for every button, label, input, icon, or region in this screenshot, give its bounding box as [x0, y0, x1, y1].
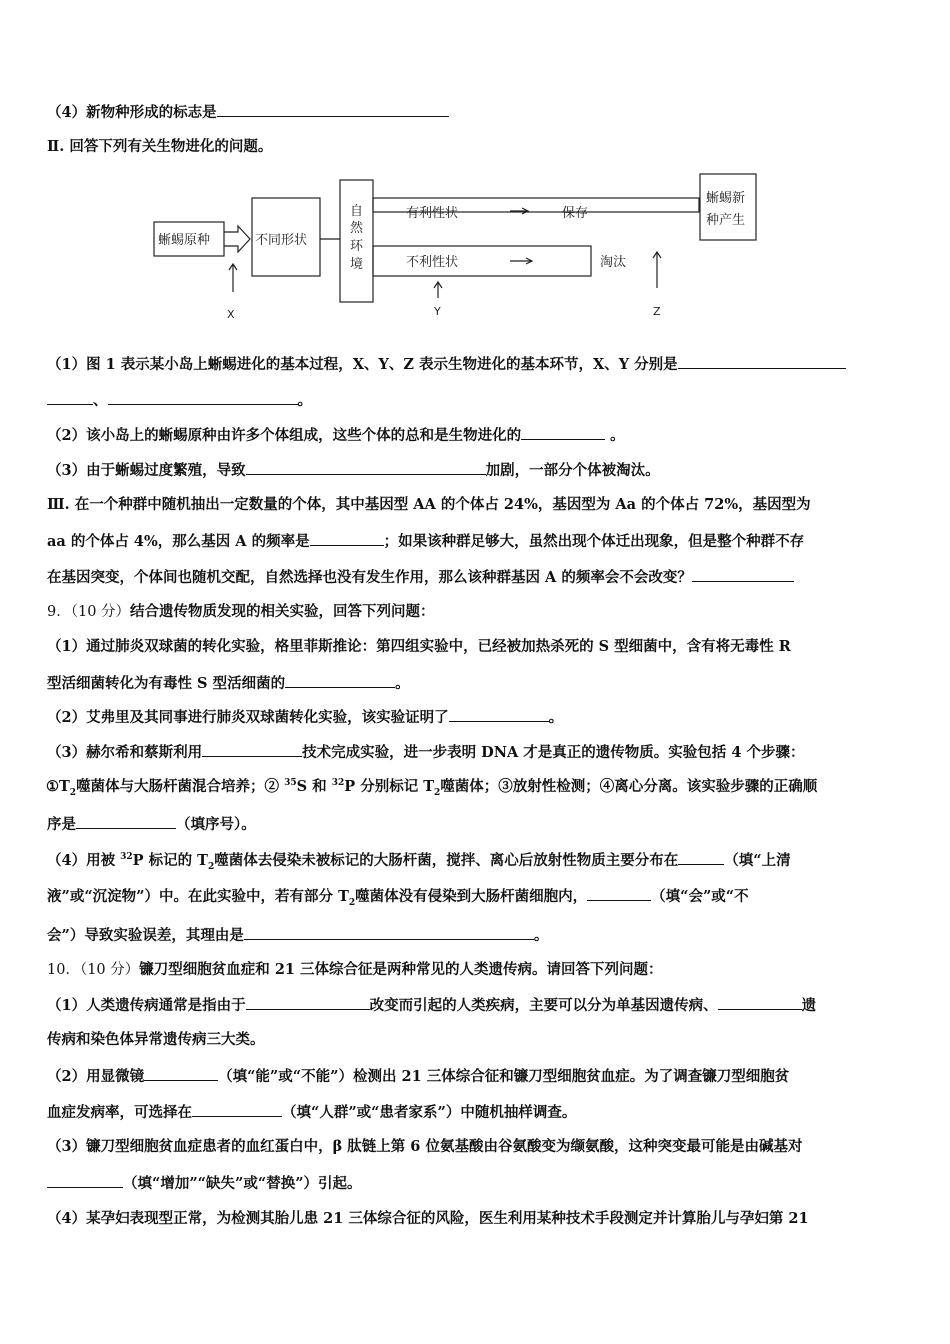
question-line — [47, 102, 449, 123]
answer-blank[interactable] — [217, 102, 449, 117]
new-species-label: 种产生 — [706, 213, 746, 228]
answer-blank[interactable] — [246, 995, 370, 1010]
question-line — [47, 1102, 576, 1123]
question-line — [47, 742, 804, 763]
question-number: 10．（10 分） — [47, 962, 140, 978]
question-text: （2）用显微镜 — [47, 1068, 145, 1085]
question-line — [47, 960, 663, 980]
question-line — [47, 602, 435, 622]
question-line — [47, 925, 548, 946]
question-line — [47, 390, 312, 411]
question-line: （1）通过肺炎双球菌的转化实验，格里菲斯推论：第四组实验中，已经被加热杀死的 S 型细菌中，含有将无毒性 R — [47, 638, 791, 655]
superscript: 32 — [331, 778, 345, 789]
answer-blank[interactable] — [202, 742, 302, 757]
punct: 。 — [297, 392, 312, 409]
answer-blank[interactable] — [144, 1066, 218, 1081]
superscript: 35 — [284, 778, 297, 789]
question-line: Ⅲ. 在一个种群中随机抽出一定数量的个体，其中基因型 AA 的个体占 24%，基因型为 Aa 的个体占 72%，基因型为 — [47, 496, 811, 513]
text: 噬菌体没有侵染到大肠杆菌细胞内， — [355, 888, 588, 905]
question-text: （2）该小岛上的蜥蜴原种由许多个体组成，这些个体的总和是生物进化的 — [47, 427, 522, 444]
traits-label: 不同形状 — [255, 233, 308, 248]
question-stem: 结合遗传物质发现的相关实验，回答下列问题： — [130, 603, 435, 620]
punct: 。 — [533, 927, 549, 944]
answer-blank[interactable] — [678, 850, 724, 865]
text: （4）用被 — [47, 852, 121, 869]
punct: 。 — [610, 427, 625, 444]
question-text: 加剧，一部分个体被淘汰。 — [485, 462, 660, 479]
answer-blank[interactable] — [587, 886, 651, 901]
answer-blank[interactable] — [718, 995, 802, 1010]
question-text: （1）人类遗传病通常是指由于 — [47, 997, 246, 1014]
text: P 标记的 T — [132, 852, 208, 869]
eliminate-label: 淘汰 — [600, 255, 627, 270]
origin-label: 蜥蜴原种 — [158, 233, 211, 248]
new-species-label: 蜥蜴新 — [706, 191, 746, 206]
question-text: （填“增加”“缺失”或“替换”）引起。 — [123, 1175, 362, 1192]
punct: 。 — [548, 709, 564, 726]
question-line — [47, 1173, 362, 1194]
answer-blank[interactable] — [449, 707, 549, 722]
env-char: 境 — [350, 257, 364, 272]
hollow-arrow — [224, 226, 250, 252]
question-text: 序是 — [47, 816, 76, 833]
favorable-label: 有利性状 — [406, 206, 459, 221]
question-line — [47, 354, 846, 375]
y-label: Y — [434, 305, 441, 318]
question-text: 遗 — [801, 997, 817, 1014]
question-text: （填“人群”或“患者家系”）中随机抽样调查。 — [282, 1104, 577, 1121]
question-text: 型活细菌转化为有毒性 S 型活细菌的 — [47, 675, 286, 692]
text: 噬菌体与大肠杆菌混合培养；② — [76, 778, 285, 795]
question-line: （4）某孕妇表现型正常，为检测其胎儿患 21 三体综合征的风险，医生利用某种技术手段测定并计算胎儿与孕妇第 21 — [47, 1210, 809, 1227]
question-line — [47, 460, 660, 481]
text: 噬菌体去侵染未被标记的大肠杆菌，搅拌、离心后放射性物质主要分布在 — [214, 852, 679, 869]
question-line — [47, 707, 563, 728]
separator: 、 — [93, 392, 108, 409]
answer-blank[interactable] — [521, 425, 605, 440]
question-text: 在基因突变，个体间也随机交配，自然选择也没有发生作用，那么该种群基因 A 的频率会不会改变？ — [47, 569, 692, 586]
env-char: 然 — [350, 221, 364, 236]
punct: 。 — [395, 675, 410, 692]
answer-blank[interactable] — [246, 460, 486, 475]
question-line — [47, 814, 256, 835]
question-line: （3）镰刀型细胞贫血症患者的血红蛋白中，β 肽链上第 6 位氨基酸由谷氨酸变为缬氨酸，这种突变最可能是由碱基对 — [47, 1138, 803, 1155]
question-text: aa 的个体占 4%，那么基因 A 的频率是 — [47, 533, 310, 550]
question-line — [47, 995, 816, 1016]
question-text: （填“能”或“不能”）检测出 21 三体综合征和镰刀型细胞贫血症。为了调查镰刀型细胞贫 — [218, 1068, 790, 1085]
subscript: 2 — [69, 787, 77, 798]
question-text: ；如果该种群足够大，虽然出现个体迁出现象，但是整个种群不存 — [383, 533, 805, 550]
answer-blank[interactable] — [244, 925, 534, 940]
section-heading: Ⅱ. 回答下列有关生物进化的问题。 — [47, 138, 273, 155]
question-stem: 镰刀型细胞贫血症和 21 三体综合征是两种常见的人类遗传病。请回答下列问题： — [139, 961, 663, 978]
question-text: （3）赫尔希和蔡斯利用 — [47, 744, 203, 761]
question-text: 技术完成实验，进一步表明 DNA 才是真正的遗传物质。实验包括 4 个步骤： — [302, 744, 805, 761]
unfavorable-label: 不利性状 — [406, 255, 459, 270]
superscript: 32 — [120, 852, 133, 863]
question-line: 传病和染色体异常遗传病三大类。 — [47, 1031, 265, 1048]
answer-blank[interactable] — [108, 390, 298, 405]
question-text: （1）图 1 表示某小岛上蜥蜴进化的基本过程，X、Y、Z 表示生物进化的基本环节，X、Y 分别是 — [47, 356, 678, 373]
text: （填“上清 — [724, 852, 791, 869]
subscript: 2 — [207, 861, 215, 872]
evolution-diagram — [150, 170, 770, 325]
text: S 和 — [296, 778, 332, 795]
question-line — [47, 1066, 789, 1087]
question-text: （4）新物种形成的标志是 — [47, 104, 217, 121]
text: P 分别标记 T — [344, 778, 435, 795]
answer-blank[interactable] — [47, 1173, 123, 1188]
question-number: 9．（10 分） — [47, 604, 131, 620]
text: ①T — [46, 778, 70, 795]
question-text: （填序号）。 — [176, 816, 256, 833]
text: 液”或“沉淀物”）中。在此实验中，若有部分 T — [47, 888, 349, 905]
z-label: Z — [653, 305, 661, 318]
question-text: 会”）导致实验误差，其理由是 — [47, 927, 244, 944]
question-line — [47, 850, 791, 871]
x-label: X — [227, 308, 235, 321]
env-char: 环 — [350, 239, 364, 254]
answer-blank[interactable] — [692, 567, 794, 582]
subscript: 2 — [434, 787, 441, 798]
keep-label: 保存 — [562, 206, 589, 221]
question-line — [47, 886, 749, 907]
env-char: 自 — [350, 204, 364, 219]
answer-blank[interactable] — [678, 354, 846, 369]
question-text: 改变而引起的人类疾病，主要可以分为单基因遗传病、 — [369, 997, 718, 1014]
question-text: 血症发病率，可选择在 — [47, 1104, 192, 1121]
question-line — [47, 425, 625, 446]
answer-blank[interactable] — [47, 390, 93, 405]
question-line — [47, 531, 804, 552]
new-species-box — [700, 174, 756, 240]
question-line — [46, 777, 817, 797]
text: 噬菌体；③放射性检测；④离心分离。该实验步骤的正确顺 — [440, 778, 818, 795]
subscript: 2 — [348, 897, 356, 908]
question-text: （3）由于蜥蜴过度繁殖，导致 — [47, 462, 246, 479]
answer-blank[interactable] — [310, 531, 384, 546]
question-line — [47, 673, 410, 694]
question-text: （2）艾弗里及其同事进行肺炎双球菌转化实验，该实验证明了 — [47, 709, 449, 726]
text: （填“会”或“不 — [651, 888, 749, 905]
answer-blank[interactable] — [76, 814, 176, 829]
question-line — [47, 567, 794, 588]
answer-blank[interactable] — [192, 1102, 282, 1117]
answer-blank[interactable] — [285, 673, 395, 688]
